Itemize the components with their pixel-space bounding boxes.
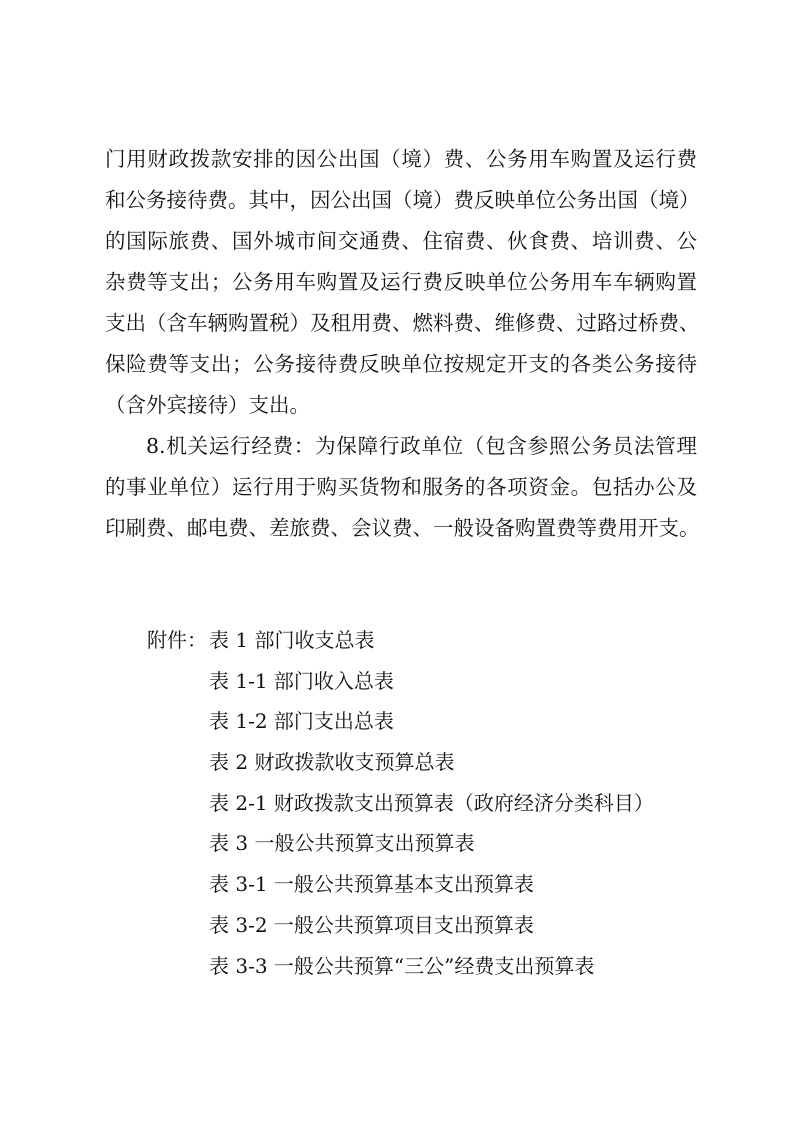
attachment-item: 表 1 部门收支总表 [209,628,375,652]
attachment-item: 表 1-2 部门支出总表 [209,709,394,734]
paragraph-line: 支出（含车辆购置税）及租用费、燃料费、维修费、过路过桥费、 [105,311,700,335]
paragraph-line: 8.机关运行经费：为保障行政单位（包含参照公务员法管理 [146,434,697,458]
attachment-row [147,620,707,661]
attachment-item: 表 3-3 一般公共预算“三公”经费支出预算表 [209,953,595,978]
attachment-item: 表 3-2 一般公共预算项目支出预算表 [209,912,534,937]
paragraph-line: 和公务接待费。其中，因公出国（境）费反映单位公务出国（境） [105,188,700,212]
attachment-row [147,823,707,864]
attachment-row [147,701,707,742]
attachment-row [147,946,707,987]
paragraph-line: 门用财政拨款安排的因公出国（境）费、公务用车购置及运行费 [105,147,697,171]
paragraph-line: （含外宾接待）支出。 [105,393,310,417]
attachment-item: 表 1-1 部门收入总表 [209,668,394,693]
attachment-row [147,661,707,702]
paragraph-line: 印刷费、邮电费、差旅费、会议费、一般设备购置费等费用开支。 [105,516,700,540]
attachment-item: 表 3 一般公共预算支出预算表 [209,831,475,856]
body-text [105,139,700,549]
attachment-row [147,742,707,783]
paragraph-line: 保险费等支出；公务接待费反映单位按规定开支的各类公务接待 [105,352,697,376]
attachment-item: 表 2-1 财政拨款支出预算表（政府经济分类科目） [209,790,654,815]
attachment-row [147,905,707,946]
paragraph-three-public-expenses [105,139,700,426]
attachment-label: 附件： [147,628,207,652]
attachment-row [147,864,707,905]
attachment-list [147,620,707,986]
attachment-item: 表 2 财政拨款收支预算总表 [209,750,455,775]
paragraph-operating-expenses [105,426,700,549]
paragraph-line: 杂费等支出；公务用车购置及运行费反映单位公务用车车辆购置 [105,270,697,294]
paragraph-line: 的事业单位）运行用于购买货物和服务的各项资金。包括办公及 [105,475,697,499]
paragraph-line: 的国际旅费、国外城市间交通费、住宿费、伙食费、培训费、公 [105,229,697,253]
attachment-row [147,783,707,824]
attachment-item: 表 3-1 一般公共预算基本支出预算表 [209,872,534,897]
